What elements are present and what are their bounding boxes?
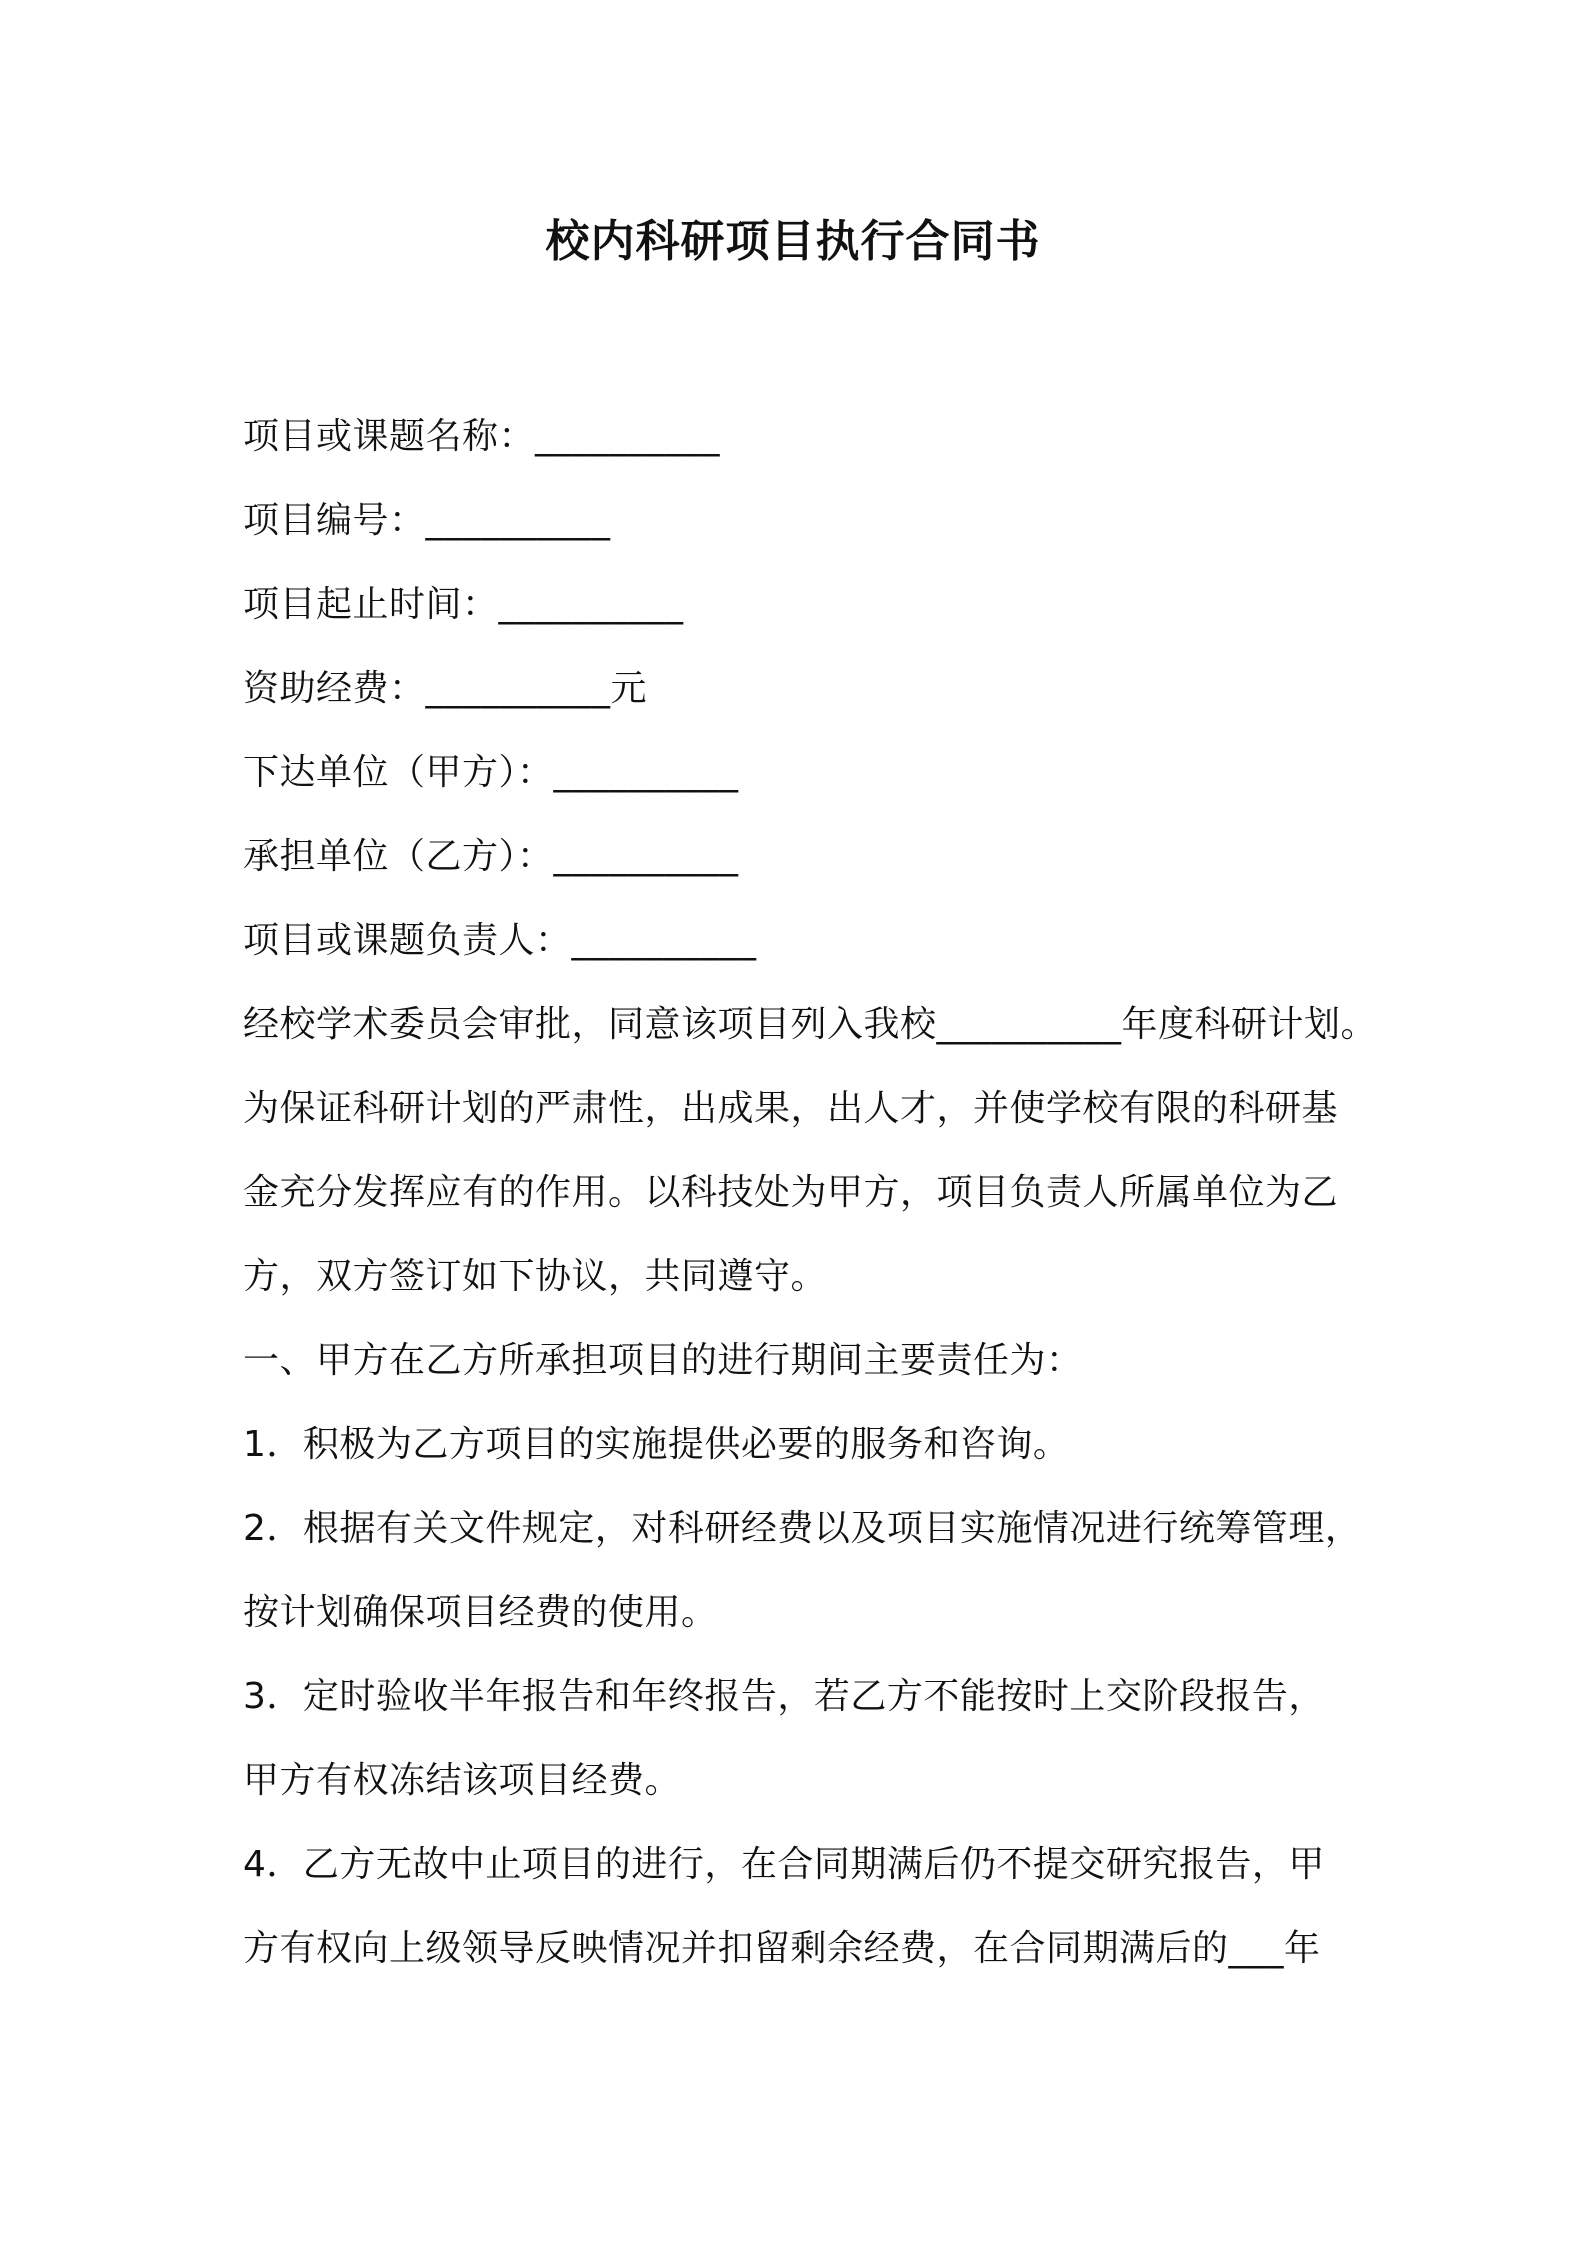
document-title: 校内科研项目执行合同书 [545,216,1041,267]
list-item-continuation: 按计划确保项目经费的使用。 [243,1592,718,1633]
list-item: 1．积极为乙方项目的实施提供必要的服务和咨询。 [243,1424,1070,1465]
field-project-period: 项目起止时间：__________ [243,584,684,625]
list-item-continuation: 方有权向上级领导反映情况并扣留剩余经费，在合同期满后的___年 [243,1928,1321,1969]
list-item: 4．乙方无故中止项目的进行，在合同期满后仍不提交研究报告，甲 [243,1844,1325,1885]
field-undertaking-unit: 承担单位（乙方）：__________ [243,836,739,877]
body-line: 为保证科研计划的严肃性，出成果，出人才，并使学校有限的科研基 [243,1088,1339,1129]
list-item-continuation: 甲方有权冻结该项目经费。 [243,1760,682,1801]
body-line: 方，双方签订如下协议，共同遵守。 [243,1256,828,1297]
section-heading: 一、甲方在乙方所承担项目的进行期间主要责任为： [243,1340,1083,1381]
body-line: 金充分发挥应有的作用。以科技处为甲方，项目负责人所属单位为乙 [243,1172,1339,1213]
field-project-name: 项目或课题名称：__________ [243,416,721,457]
field-funding: 资助经费：__________元 [243,668,648,709]
list-item: 2．根据有关文件规定，对科研经费以及项目实施情况进行统筹管理， [243,1508,1362,1549]
field-issuing-unit: 下达单位（甲方）：__________ [243,752,739,793]
field-project-leader: 项目或课题负责人：__________ [243,920,757,961]
body-line: 经校学术委员会审批，同意该项目列入我校__________年度科研计划。 [243,1004,1378,1045]
list-item: 3．定时验收半年报告和年终报告，若乙方不能按时上交阶段报告， [243,1676,1325,1717]
field-project-number: 项目编号：__________ [243,500,611,541]
